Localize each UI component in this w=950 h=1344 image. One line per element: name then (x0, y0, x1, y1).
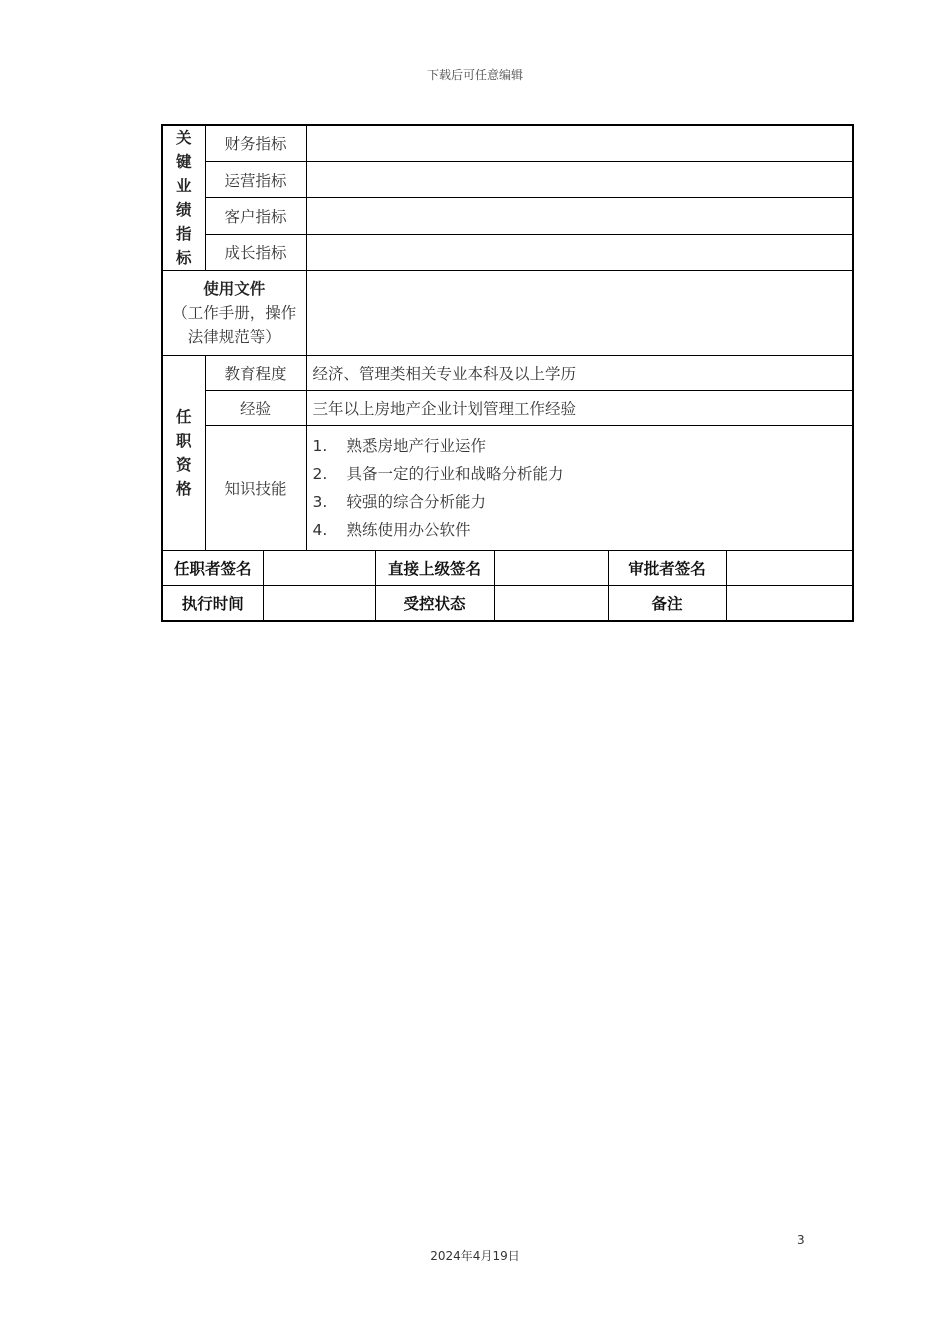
documents-value[interactable] (306, 271, 853, 356)
approver-signature-label: 审批者签名 (608, 551, 726, 586)
education-value: 经济、管理类相关专业本科及以上学历 (306, 356, 853, 391)
kpi-value[interactable] (306, 125, 853, 161)
kpi-row (162, 125, 853, 161)
documents-subtitle: （工作手册，操作 (172, 304, 297, 322)
list-item: 3. 较强的综合分析能力 (312, 493, 487, 511)
kpi-label: 成长指标 (205, 234, 306, 270)
documents-row (162, 271, 853, 356)
list-item: 1. 熟悉房地产行业运作 (312, 437, 487, 455)
supervisor-signature-field[interactable] (494, 551, 608, 586)
documents-title: 使用文件 (203, 280, 266, 298)
incumbent-signature-label: 任职者签名 (162, 551, 263, 586)
signature-row (162, 586, 853, 621)
remarks-field[interactable] (726, 586, 853, 621)
kpi-row (162, 161, 853, 197)
qualifications-section-label: 任职 资格 (162, 356, 205, 551)
experience-row (162, 391, 853, 426)
kpi-section-label: 关键 业绩 指标 (162, 125, 205, 271)
list-item: 2. 具备一定的行业和战略分析能力 (312, 465, 564, 483)
approver-signature-field[interactable] (726, 551, 853, 586)
supervisor-signature-label: 直接上级签名 (375, 551, 494, 586)
incumbent-signature-field[interactable] (263, 551, 375, 586)
skills-label: 知识技能 (205, 426, 306, 551)
experience-value: 三年以上房地产企业计划管理工作经验 (306, 391, 853, 426)
control-status-field[interactable] (494, 586, 608, 621)
education-label: 教育程度 (205, 356, 306, 391)
footer-date: 2024年4月19日 (430, 1249, 520, 1263)
execution-time-label: 执行时间 (162, 586, 263, 621)
signature-row (162, 551, 853, 586)
remarks-label: 备注 (608, 586, 726, 621)
control-status-label: 受控状态 (375, 586, 494, 621)
job-description-table (161, 124, 854, 622)
kpi-value[interactable] (306, 161, 853, 197)
kpi-row (162, 198, 853, 234)
kpi-label: 客户指标 (205, 198, 306, 234)
skills-list (313, 426, 847, 550)
kpi-value[interactable] (306, 198, 853, 234)
documents-subtitle: 法律规范等） (187, 328, 281, 346)
kpi-label: 财务指标 (205, 125, 306, 161)
kpi-label: 运营指标 (205, 161, 306, 197)
kpi-row (162, 234, 853, 270)
page-header: 下载后可任意编辑 (426, 68, 523, 82)
list-item: 4. 熟练使用办公软件 (312, 521, 471, 539)
experience-label: 经验 (205, 391, 306, 426)
page-number: 3 (797, 1233, 805, 1247)
documents-label (162, 271, 306, 356)
skills-value (306, 426, 853, 551)
education-row (162, 356, 853, 391)
skills-row (162, 426, 853, 551)
kpi-value[interactable] (306, 234, 853, 270)
execution-time-field[interactable] (263, 586, 375, 621)
